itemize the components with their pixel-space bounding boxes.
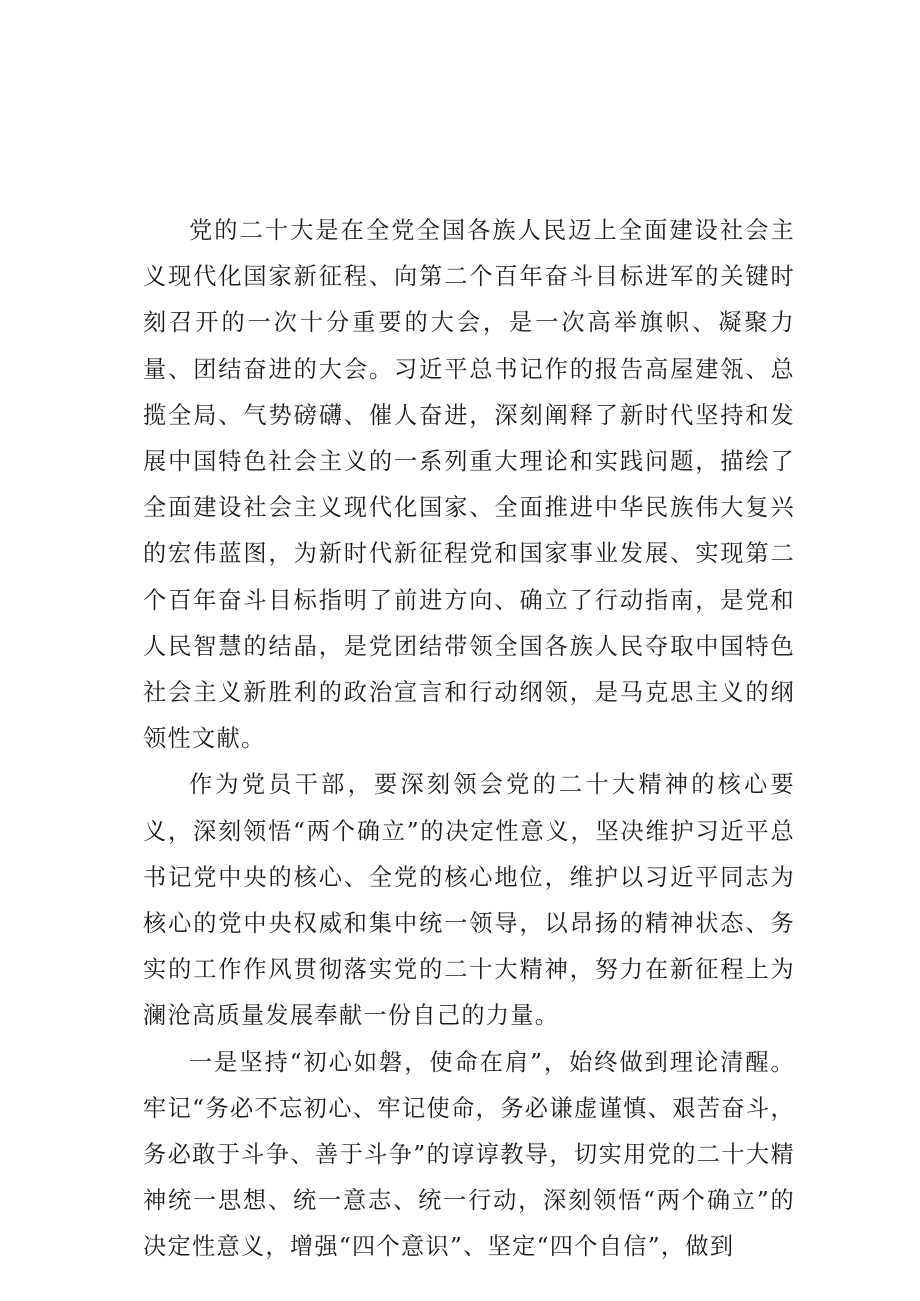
document-body [143, 208, 795, 1271]
paragraph-1: 党的二十大是在全党全国各族人民迈上全面建设社会主义现代化国家新征程、向第二个百年奋斗目标进军的关键时刻召开的一次十分重要的大会，是一次高举旗帜、凝聚力量、团结奋进的大会。习近平总书记作的报告高屋建瓴、总揽全局、气势磅礴、催人奋进，深刻阐释了新时代坚持和发展中国特色社会主义的一系列重大理论和实践问题，描绘了全面建设社会主义现代化国家、全面推进中华民族伟大复兴的宏伟蓝图，为新时代新征程党和国家事业发展、实现第二个百年奋斗目标指明了前进方向、确立了行动指南，是党和人民智慧的结晶，是党团结带领全国各族人民夺取中国特色社会主义新胜利的政治宣言和行动纲领，是马克思主义的纲领性文献。 [143, 217, 795, 753]
paragraph-3: 一是坚持“初心如磐，使命在肩”，始终做到理论清醒。牢记“务必不忘初心、牢记使命，务必谦虚谨慎、艰苦奋斗，务必敢于斗争、善于斗争”的谆谆教导，切实用党的二十大精神统一思想、统一意志、统一行动，深刻领悟“两个确立”的决定性意义，增强“四个意识”、坚定“四个自信”，做到 [143, 1048, 795, 1261]
paragraph-2: 作为党员干部，要深刻领会党的二十大精神的核心要义，深刻领悟“两个确立”的决定性意义，坚决维护习近平总书记党中央的核心、全党的核心地位，维护以习近平同志为核心的党中央权威和集中统一领导，以昂扬的精神状态、务实的工作作风贯彻落实党的二十大精神，努力在新征程上为澜沧高质量发展奉献一份自己的力量。 [143, 771, 795, 1030]
